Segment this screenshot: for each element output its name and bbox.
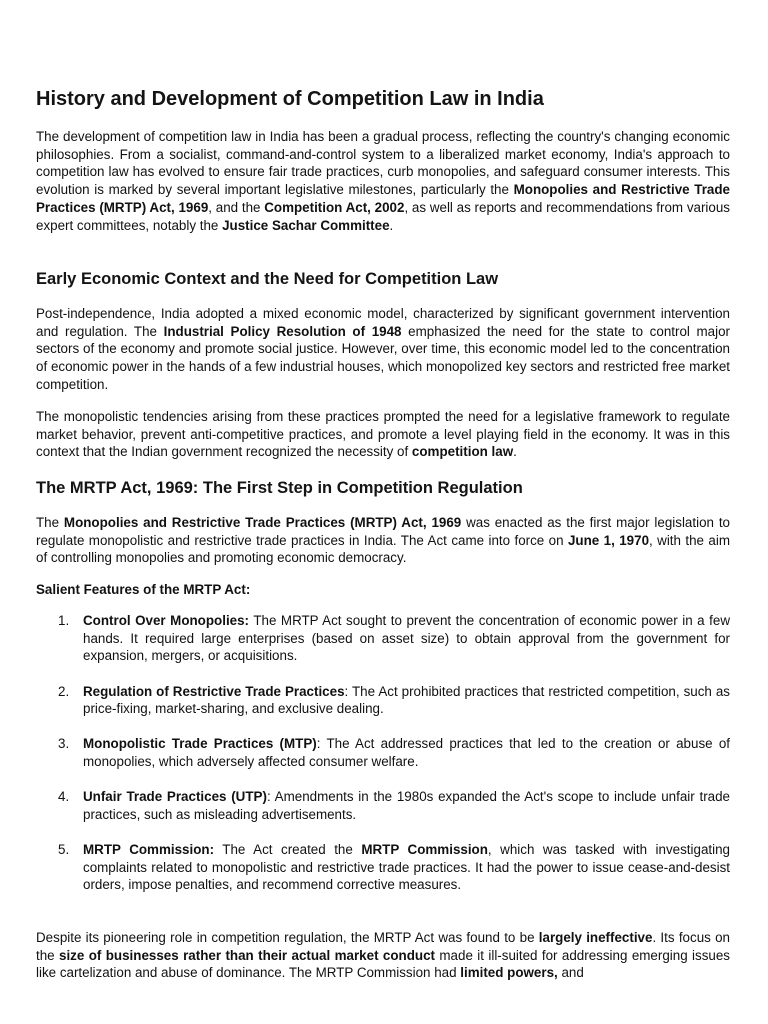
list-number: 5. xyxy=(58,841,70,857)
text-run: emphasized the need for the state to control major sectors of the economy and promote social justice. However, over time, this economic model led to the concentration of economic power in the hands of a few industrial houses, which monopolized key sectors and restricted free market competition. xyxy=(36,323,730,392)
closing-paragraph xyxy=(36,929,730,982)
bold-text: MRTP Commission xyxy=(361,841,488,857)
list-number: 4. xyxy=(58,789,70,805)
text-run: The monopolistic tendencies arising from these practices prompted the need for a legislative framework to regulate market behavior, prevent anti-competitive practices, and promote a level playing field in the economy. It was in this context that the Indian government recognized the necessity of xyxy=(36,409,730,460)
text-run: Despite its pioneering role in competition regulation, the MRTP Act was found to be xyxy=(36,930,539,945)
feature-text xyxy=(83,736,730,769)
text-run: Post-independence, India adopted a mixed economic model, characterized by significant government intervention and regulation. The xyxy=(36,306,730,339)
features-list xyxy=(36,612,730,911)
text-run: The xyxy=(36,515,64,530)
feature-list-item xyxy=(36,841,730,894)
intro-paragraph xyxy=(36,128,730,234)
bold-text: June 1, 1970 xyxy=(567,532,650,548)
bold-text: Competition Act, 2002 xyxy=(264,199,405,215)
early-context-paragraph-1 xyxy=(36,305,730,394)
text-run: , with the aim of controlling monopolies and promoting economic democracy. xyxy=(36,532,730,566)
mrtp-act-paragraph xyxy=(36,514,730,567)
feature-list-item xyxy=(36,612,730,665)
section-heading-mrtp-act: The MRTP Act, 1969: The First Step in Competition Regulation xyxy=(36,479,523,497)
feature-list-item xyxy=(36,735,730,770)
text-run: made it ill-suited for addressing emerging issues like cartelization and abuse of dominance. The MRTP Commission had xyxy=(36,947,730,981)
text-run: , as well as reports and recommendations from various expert committees, notably the xyxy=(36,199,730,233)
document-title: History and Development of Competition Law in India xyxy=(36,88,544,110)
feature-text xyxy=(83,789,730,822)
bold-text: largely ineffective xyxy=(538,930,653,945)
bold-text: MRTP Commission: xyxy=(83,841,215,857)
text-run: . Its focus on the xyxy=(36,930,730,963)
feature-text xyxy=(83,613,730,663)
bold-text: Unfair Trade Practices (UTP) xyxy=(83,789,267,805)
text-run: and xyxy=(557,965,584,981)
bold-text: Regulation of Restrictive Trade Practices xyxy=(83,683,345,699)
feature-list-item xyxy=(36,683,730,718)
text-run: . xyxy=(513,444,517,460)
salient-features-heading: Salient Features of the MRTP Act: xyxy=(36,582,251,597)
bold-text: competition law xyxy=(411,444,514,460)
section-heading-early-context: Early Economic Context and the Need for Competition Law xyxy=(36,270,499,288)
text-run: The MRTP Act sought to prevent the concentration of economic power in a few hands. It required large enterprises (based on asset size) to obtain approval from the government for expansion, mergers, or acquisitions. xyxy=(83,613,730,664)
text-run: , which was tasked with investigating complaints related to monopolistic and restrictive trade practices. It had the power to issue cease-and-desist orders, impose penalties, and recommend corrective measures. xyxy=(83,841,730,893)
feature-text xyxy=(83,842,730,892)
bold-text: Monopolistic Trade Practices (MTP) xyxy=(83,736,317,752)
bold-text: size of businesses rather than their actual market conduct xyxy=(59,947,435,963)
list-number: 2. xyxy=(58,683,70,699)
text-run: The development of competition law in India has been a gradual process, reflecting the country's changing economic philosophies. From a socialist, command-and-control system to a liberalized market economy, India's approach to competition law has evolved to ensure fair trade practices, curb monopolies, and safeguard consumer interests. This evolution is marked by several important legislative milestones, particularly the xyxy=(36,129,730,198)
bold-text: limited powers, xyxy=(460,965,558,981)
bold-text: Monopolies and Restrictive Trade Practices (MRTP) Act, 1969 xyxy=(63,515,462,530)
feature-text xyxy=(83,684,730,717)
text-run: : The Act addressed practices that led to the creation or abuse of monopolies, which adversely affected consumer welfare. xyxy=(83,736,730,769)
list-number: 1. xyxy=(58,613,70,628)
bold-text: Control Over Monopolies: xyxy=(83,613,250,628)
bold-text: Monopolies and Restrictive Trade Practices (MRTP) Act, 1969 xyxy=(36,182,731,215)
early-context-paragraph-2 xyxy=(36,408,730,461)
text-run: : The Act prohibited practices that restricted competition, such as price-fixing, market-sharing, and exclusive dealing. xyxy=(83,683,730,717)
list-number: 3. xyxy=(58,736,70,752)
feature-list-item xyxy=(36,788,730,823)
bold-text: Industrial Policy Resolution of 1948 xyxy=(163,323,402,339)
text-run: . xyxy=(389,217,394,233)
text-run: , and the xyxy=(208,199,265,215)
bold-text: Justice Sachar Committee xyxy=(222,217,390,233)
text-run: was enacted as the first major legislation to regulate monopolistic and restrictive trade practices in India. The Act came into force on xyxy=(36,515,730,548)
text-run: : Amendments in the 1980s expanded the Act's scope to include unfair trade practices, such as misleading advertisements. xyxy=(83,789,730,822)
text-run: The Act created the xyxy=(214,841,362,857)
